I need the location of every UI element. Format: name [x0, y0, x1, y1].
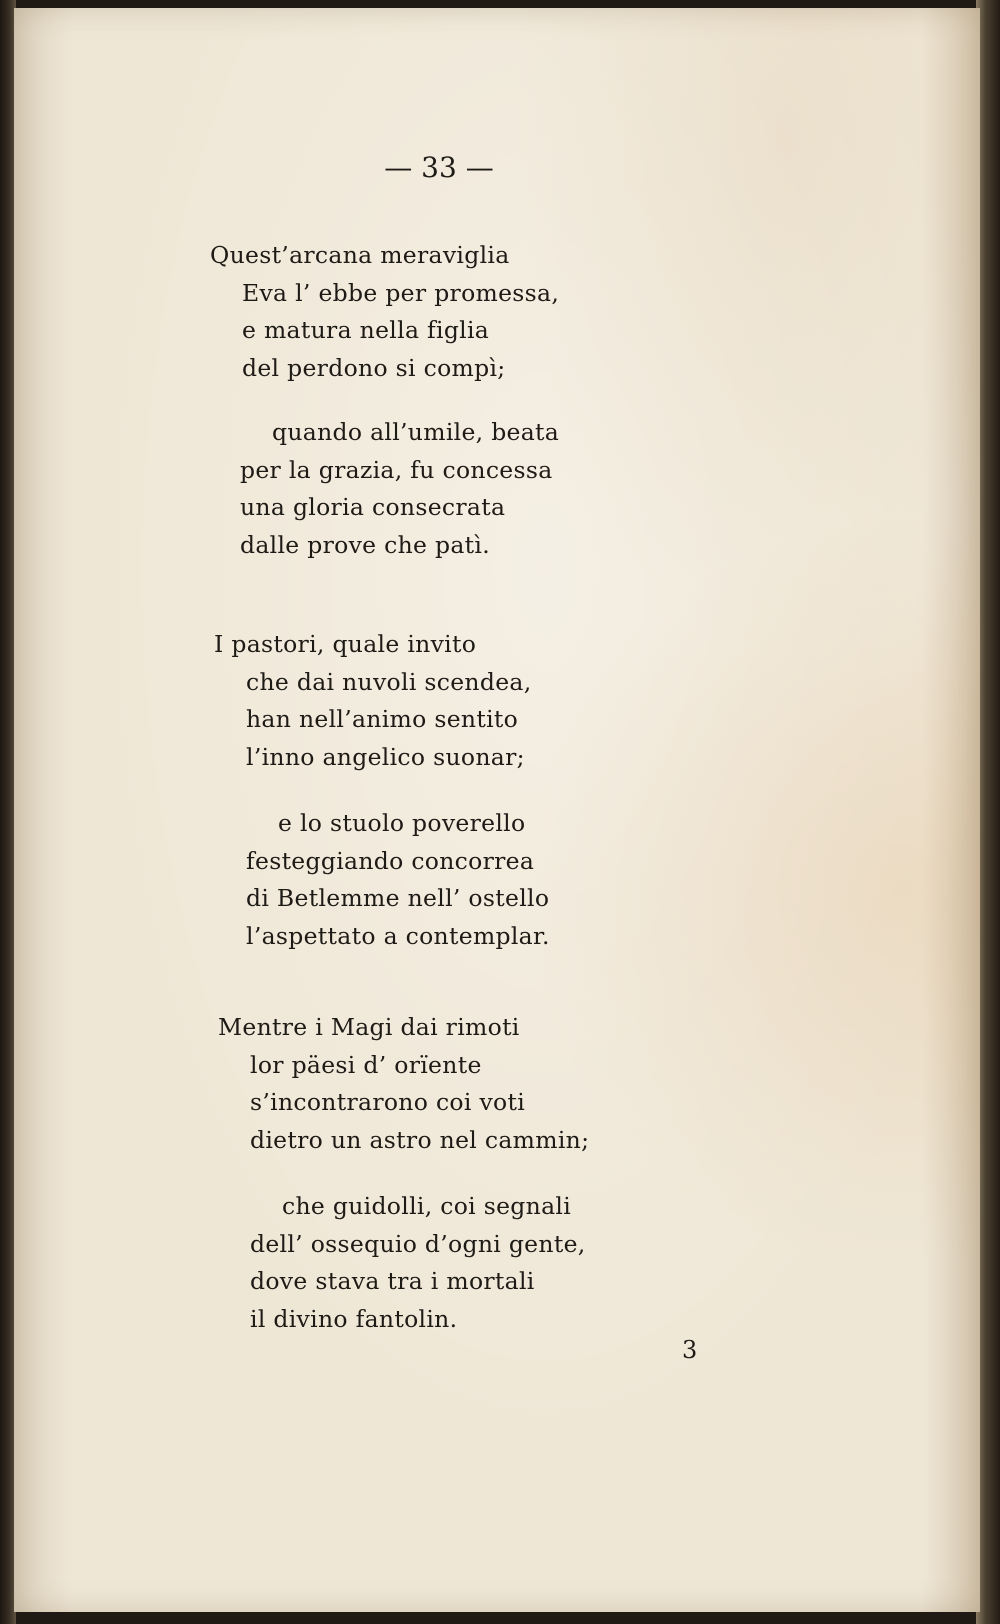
verse-line: han nell’animo sentito — [246, 705, 519, 733]
verse-line: lor päesi d’ orïente — [250, 1050, 482, 1079]
stanza-4 — [246, 805, 550, 955]
verse-line: l’aspettato a contemplar. — [246, 921, 550, 950]
stanza-3 — [214, 626, 532, 776]
stanza-1 — [210, 237, 559, 387]
verse-line: l’inno angelico suonar; — [246, 742, 525, 771]
verse-line: di Betlemme nell’ ostello — [246, 884, 550, 912]
stanza-2 — [240, 414, 559, 564]
verse-line: s’incontrarono coi voti — [250, 1088, 526, 1116]
verse-line: che dai nuvoli scendea, — [246, 667, 532, 696]
stanza-5 — [218, 1009, 589, 1159]
verse-line: il divino fantolin. — [250, 1304, 458, 1333]
verse-line: Mentre i Magi dai rimoti — [218, 1013, 520, 1041]
verse-line: Eva l’ ebbe per promessa, — [242, 278, 560, 307]
verse-line: quando all’umile, beata — [272, 418, 560, 446]
page-number: — 33 — — [384, 151, 494, 184]
verse-line: che guidolli, coi segnali — [282, 1192, 572, 1220]
verse-line: e matura nella figlia — [242, 316, 490, 344]
verse-line: e lo stuolo poverello — [278, 809, 526, 837]
verse-line: dove stava tra i mortali — [250, 1267, 535, 1295]
verse-line: per la grazia, fu concessa — [240, 455, 553, 484]
signature-mark: 3 — [682, 1336, 698, 1364]
verse-line: una gloria consecrata — [240, 493, 506, 521]
verse-line: I pastori, quale invito — [214, 630, 477, 658]
verse-line: del perdono si compì; — [242, 353, 506, 382]
verse-line: dalle prove che patì. — [240, 530, 490, 559]
verse-line: dell’ ossequio d’ogni gente, — [250, 1229, 586, 1258]
stanza-6 — [250, 1188, 586, 1338]
verse-line: dietro un astro nel cammin; — [250, 1125, 590, 1154]
verse-line: festeggiando concorrea — [246, 846, 535, 875]
book-page — [14, 8, 980, 1612]
verse-line: Quest’arcana meraviglia — [210, 241, 510, 269]
